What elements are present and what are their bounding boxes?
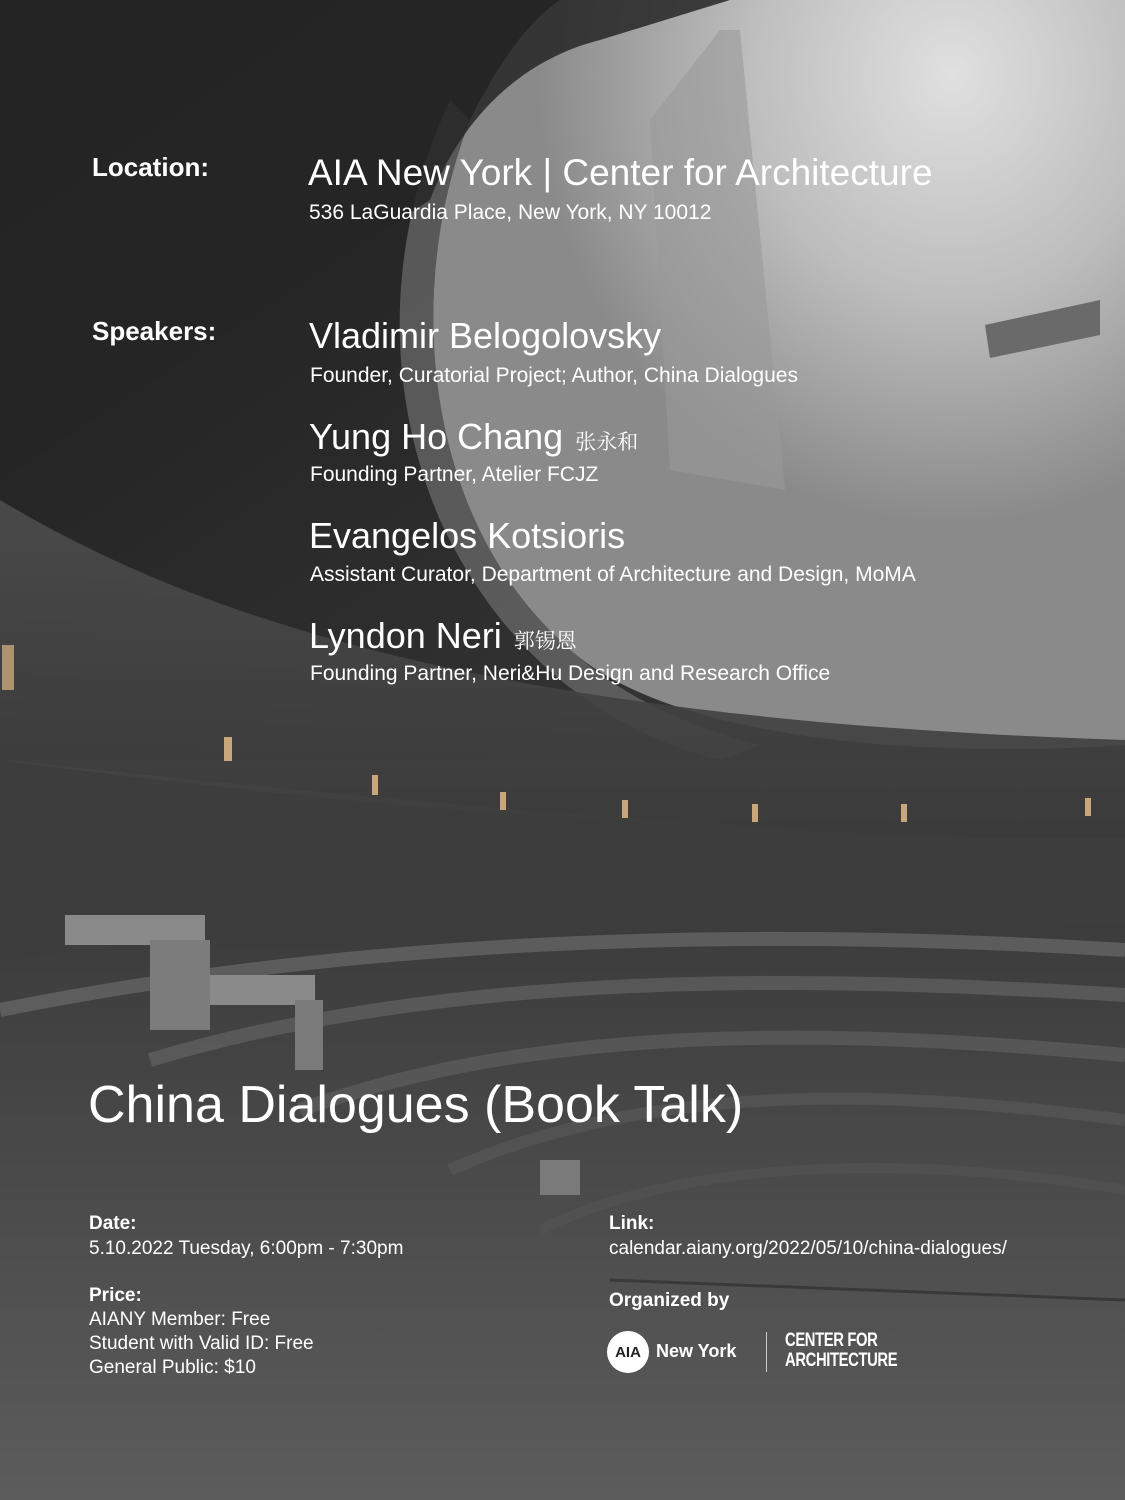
link-label: Link:: [609, 1213, 655, 1234]
organizer-label: Organized by: [609, 1290, 730, 1311]
event-link[interactable]: calendar.aiany.org/2022/05/10/china-dialogues/: [609, 1238, 1007, 1259]
speaker-name-text: Vladimir Belogolovsky: [309, 315, 662, 356]
location-label: Location:: [92, 152, 209, 182]
logo-divider: [766, 1332, 767, 1372]
price-line: General Public: $10: [89, 1357, 256, 1378]
speaker-name: [309, 315, 661, 357]
speaker-role: Founding Partner, Atelier FCJZ: [310, 463, 599, 486]
speaker-chinese-name: 郭锡恩: [513, 629, 577, 653]
price-label: Price:: [89, 1285, 142, 1306]
speaker-name: [309, 515, 625, 557]
venue-name: AIA New York | Center for Architecture: [308, 152, 933, 193]
speaker-name-text: Lyndon Neri: [309, 615, 502, 656]
date-value: 5.10.2022 Tuesday, 6:00pm - 7:30pm: [89, 1238, 404, 1259]
event-title: China Dialogues (Book Talk): [88, 1076, 744, 1134]
aia-logo-icon: [607, 1331, 649, 1373]
cfa-logo-line: ARCHITECTURE: [785, 1350, 898, 1371]
speaker-role: Founder, Curatorial Project; Author, China Dialogues: [310, 364, 798, 387]
price-line: Student with Valid ID: Free: [89, 1333, 314, 1354]
date-label: Date:: [89, 1213, 137, 1234]
speaker-chinese-name: 张永和: [575, 430, 639, 454]
speaker-role: Founding Partner, Neri&Hu Design and Research Office: [310, 662, 831, 685]
speaker-name-text: Evangelos Kotsioris: [309, 515, 626, 556]
speaker-name: [309, 416, 638, 458]
venue-address: 536 LaGuardia Place, New York, NY 10012: [309, 201, 712, 224]
speaker-name: [309, 615, 577, 657]
speaker-role: Assistant Curator, Department of Architecture and Design, MoMA: [310, 563, 916, 586]
speakers-label: Speakers:: [92, 316, 217, 346]
aia-new-york-text: New York: [656, 1341, 737, 1361]
price-line: AIANY Member: Free: [89, 1309, 271, 1330]
aia-logo-text: AIA: [615, 1343, 641, 1361]
cfa-logo-line: CENTER FOR: [785, 1330, 878, 1351]
speaker-name-text: Yung Ho Chang: [309, 416, 564, 457]
